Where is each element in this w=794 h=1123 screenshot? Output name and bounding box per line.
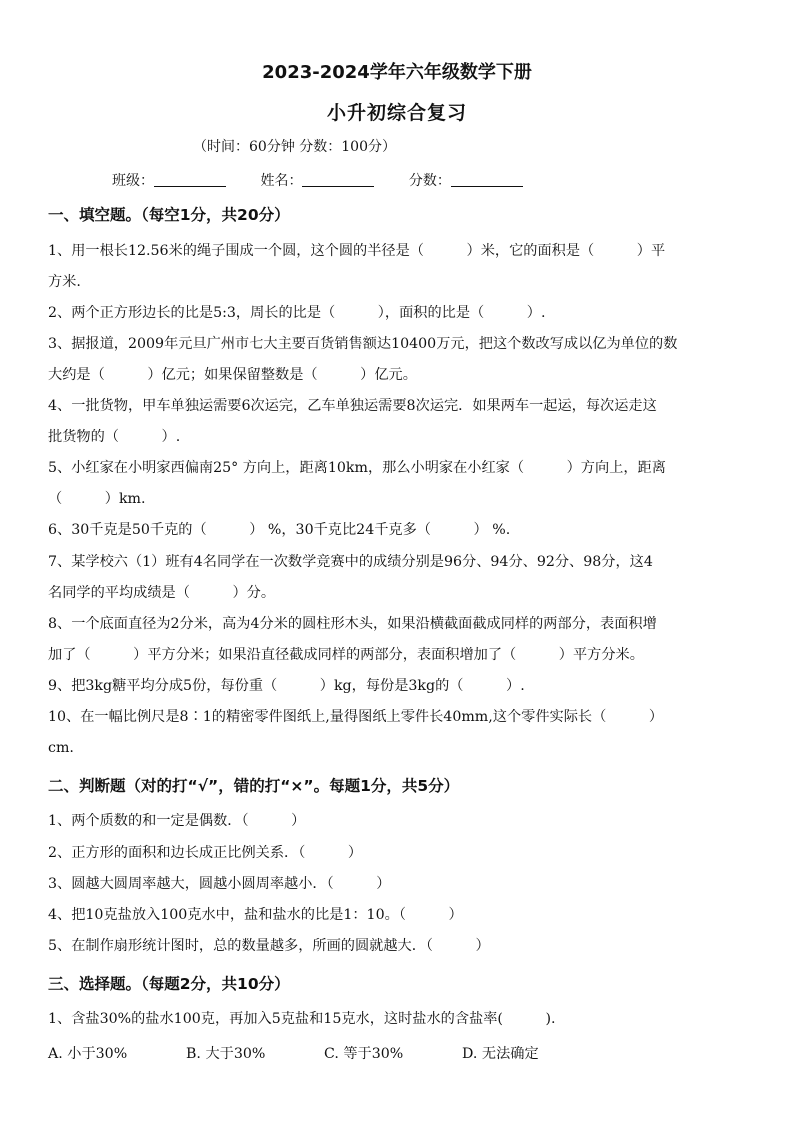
class-blank[interactable]	[154, 172, 226, 187]
question-tf-3	[48, 869, 748, 900]
page-title: 2023-2024学年六年级数学下册	[262, 62, 532, 83]
question-line: cm.	[48, 740, 74, 756]
exam-info: （时间：60分钟 分数：100分）	[193, 139, 396, 155]
question-tf-1	[48, 806, 748, 837]
question-line: 1、含盐30%的盐水100克，再加入5克盐和15克水，这时盐水的含盐率( ).	[48, 1011, 556, 1027]
question-line: （ ）km.	[48, 491, 146, 507]
question-tf-4	[48, 900, 748, 931]
section-true-false-heading: 二、判断题（对的打“√”，错的打“×”。每题1分，共5分）	[48, 777, 460, 795]
question-fill-5	[48, 453, 748, 515]
question-line: 5、在制作扇形统计图时，总的数量越多，所画的圆就越大．（ ）	[48, 938, 490, 954]
score-blank[interactable]	[451, 172, 523, 187]
question-tf-5	[48, 931, 748, 962]
name-label: 姓名：	[260, 173, 303, 189]
option-d[interactable]: D. 无法确定	[462, 1046, 539, 1062]
score-field	[409, 170, 523, 190]
option-c[interactable]: C. 等于30%	[324, 1046, 404, 1062]
score-label: 分数：	[408, 173, 451, 189]
question-line: 7、某学校六（1）班有4名同学在一次数学竞赛中的成绩分别是96分、94分、92分、98分，这4	[48, 554, 653, 570]
question-fill-4	[48, 391, 748, 453]
question-line: 5、小红家在小明家西偏南25° 方向上，距离10km，那么小明家在小红家（ ）方向上，距离	[48, 460, 666, 476]
question-line: 8、一个底面直径为2分米，高为4分米的圆柱形木头，如果沿横截面截成同样的两部分，表面积增	[48, 616, 657, 632]
question-tf-2	[48, 838, 748, 869]
question-line: 2、正方形的面积和边长成正比例关系．（ ）	[48, 845, 363, 861]
question-line: 名同学的平均成绩是（ ）分。	[48, 585, 276, 601]
question-fill-10	[48, 702, 748, 764]
question-line: 4、一批货物，甲车单独运需要6次运完，乙车单独运需要8次运完．如果两车一起运，每次运走这	[48, 398, 657, 414]
question-fill-8	[48, 609, 748, 671]
name-blank[interactable]	[302, 172, 374, 187]
question-line: 1、两个质数的和一定是偶数．（ ）	[48, 813, 306, 829]
option-b[interactable]: B. 大于30%	[186, 1046, 266, 1062]
question-line: 方米.	[48, 274, 81, 290]
class-label: 班级：	[112, 173, 154, 189]
question-line: 1、用一根长12.56米的绳子围成一个圆，这个圆的半径是（ ）米，它的面积是（ ）平	[48, 243, 666, 259]
section-fill-in-heading: 一、填空题。（每空1分，共20分）	[48, 206, 290, 224]
question-line: 大约是（ ）亿元；如果保留整数是（ ）亿元。	[48, 367, 417, 383]
question-fill-6	[48, 515, 748, 546]
question-fill-2	[48, 298, 748, 329]
question-line: 加了（ ）平方分米；如果沿直径截成同样的两部分，表面积增加了（ ）平方分米。	[48, 647, 644, 663]
student-fields	[112, 170, 553, 190]
question-mc-1	[48, 1004, 748, 1035]
question-line: 2、两个正方形边长的比是5:3，周长的比是（ ），面积的比是（ ）.	[48, 305, 546, 321]
section-multiple-choice-heading: 三、选择题。（每题2分，共10分）	[48, 975, 290, 993]
question-line: 3、圆越大圆周率越大，圆越小圆周率越小．（ ）	[48, 876, 391, 892]
question-mc-1-options	[48, 1043, 539, 1063]
option-a[interactable]: A. 小于30%	[48, 1046, 128, 1062]
question-fill-3	[48, 329, 748, 391]
page-subtitle: 小升初综合复习	[326, 102, 467, 124]
question-fill-7	[48, 547, 748, 609]
question-line: 批货物的（ ）.	[48, 429, 181, 445]
question-fill-9	[48, 671, 748, 702]
question-line: 6、30千克是50千克的（ ） %，30千克比24千克多（ ） %.	[48, 522, 511, 538]
question-fill-1	[48, 236, 748, 298]
question-line: 10、在一幅比例尺是8∶1的精密零件图纸上,量得图纸上零件长40mm,这个零件实际长（ ）	[48, 709, 664, 725]
class-field	[112, 170, 226, 190]
question-line: 3、据报道，2009年元旦广州市七大主要百货销售额达10400万元，把这个数改写成以亿为单位的数	[48, 336, 678, 352]
name-field	[260, 170, 374, 190]
question-line: 9、把3kg糖平均分成5份，每份重（ ）kg，每份是3kg的（ ）.	[48, 678, 525, 694]
question-line: 4、把10克盐放入100克水中，盐和盐水的比是1：10。（ ）	[48, 907, 463, 923]
